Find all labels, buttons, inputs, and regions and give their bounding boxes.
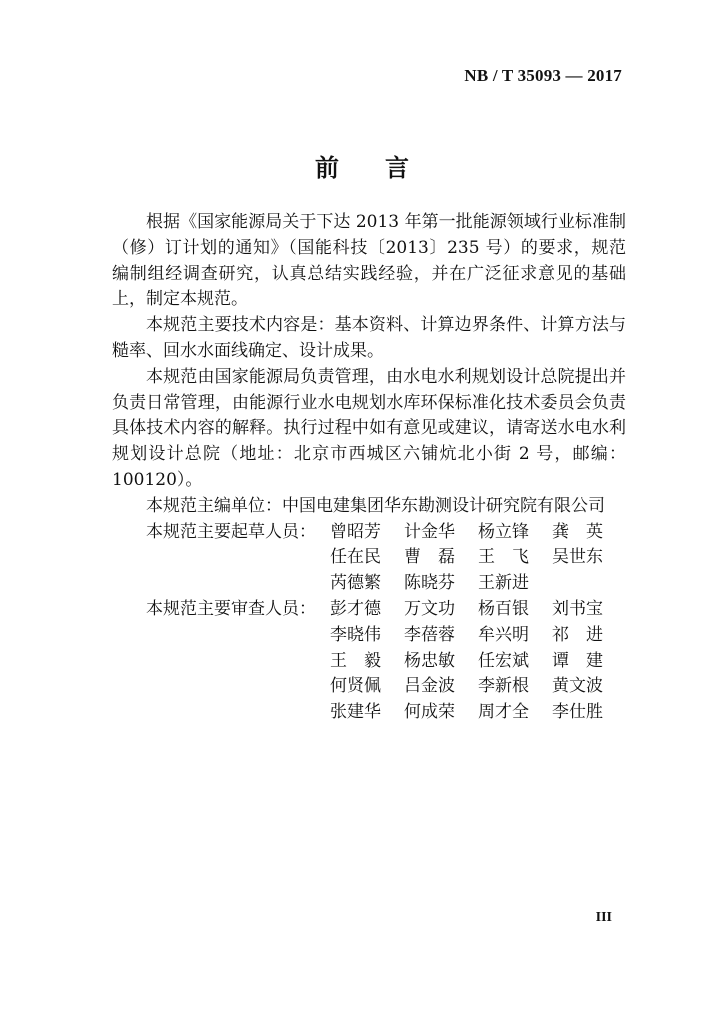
drafters-row [112, 545, 626, 571]
drafter-name: 杨立锋 [478, 521, 529, 542]
reviewer-name: 牟兴明 [478, 624, 529, 645]
reviewer-name: 何成荣 [404, 702, 455, 723]
reviewer-name: 吕金波 [404, 676, 455, 697]
title-char-2: 言 [385, 153, 409, 182]
reviewer-name: 李仕胜 [552, 702, 603, 723]
reviewers-row [112, 623, 626, 649]
drafter-name: 吴世东 [552, 547, 603, 568]
paragraph-management: 本规范由国家能源局负责管理，由水电水利规划设计总院提出并负责日常管理，由能源行业水电规划水库环保标准化技术委员会负责具体技术内容的解释。执行过程中如有意见或建议，请寄送水电水利规划设计总院（地址：北京市西城区六铺炕北小街 2 号，邮编：100120）。 [112, 366, 626, 490]
reviewers-row [112, 649, 626, 675]
reviewers-roster [112, 597, 626, 726]
drafter-name: 王新进 [478, 573, 529, 594]
page-number: III [595, 910, 612, 925]
drafter-name: 曹 磊 [404, 547, 455, 568]
reviewer-name: 杨百银 [478, 598, 529, 619]
drafter-name: 曾昭芳 [330, 521, 381, 542]
reviewer-name: 周才全 [478, 702, 529, 723]
drafters-row [112, 571, 626, 597]
drafters-label: 本规范主要起草人员： [146, 521, 316, 542]
reviewer-name: 李蓓蓉 [404, 624, 455, 645]
foreword-body [112, 210, 626, 726]
reviewer-name: 黄文波 [552, 676, 603, 697]
reviewer-name: 任宏斌 [478, 650, 529, 671]
drafter-name: 任在民 [330, 547, 381, 568]
drafter-name: 计金华 [404, 521, 455, 542]
paragraph-technical-content: 本规范主要技术内容是：基本资料、计算边界条件、计算方法与糙率、回水水面线确定、设计成果。 [112, 315, 626, 361]
reviewer-name: 万文功 [404, 598, 455, 619]
drafter-name: 陈晓芬 [404, 573, 455, 594]
drafters-row [112, 520, 626, 546]
reviewers-row [112, 674, 626, 700]
reviewer-name: 李晓伟 [330, 624, 381, 645]
title-char-1: 前 [315, 153, 339, 182]
reviewer-name: 杨忠敏 [404, 650, 455, 671]
drafter-name: 王 飞 [478, 547, 529, 568]
standard-code: NB / T 35093 — 2017 [464, 66, 622, 85]
drafters-roster [112, 520, 626, 597]
reviewer-name: 谭 建 [552, 650, 603, 671]
reviewers-row [112, 597, 626, 623]
drafter-name: 芮德繁 [330, 573, 381, 594]
reviewer-name: 祁 进 [552, 624, 603, 645]
page-title [0, 148, 724, 183]
reviewer-name: 王 毅 [330, 650, 381, 671]
reviewer-name: 张建华 [330, 702, 381, 723]
reviewer-name: 刘书宝 [552, 598, 603, 619]
reviewers-row [112, 700, 626, 726]
drafter-name: 龚 英 [552, 521, 603, 542]
reviewer-name: 何贤佩 [330, 676, 381, 697]
reviewer-name: 彭才德 [330, 598, 381, 619]
reviewers-label: 本规范主要审查人员： [146, 598, 316, 619]
editor-unit: 本规范主编单位：中国电建集团华东勘测设计研究院有限公司 [146, 495, 605, 516]
paragraph-basis: 根据《国家能源局关于下达 2013 年第一批能源领域行业标准制（修）订计划的通知》（国能科技〔2013〕235 号）的要求，规范编制组经调查研究，认真总结实践经验，并在广泛征求意见的基础上，制定本规范。 [112, 212, 626, 310]
reviewer-name: 李新根 [478, 676, 529, 697]
